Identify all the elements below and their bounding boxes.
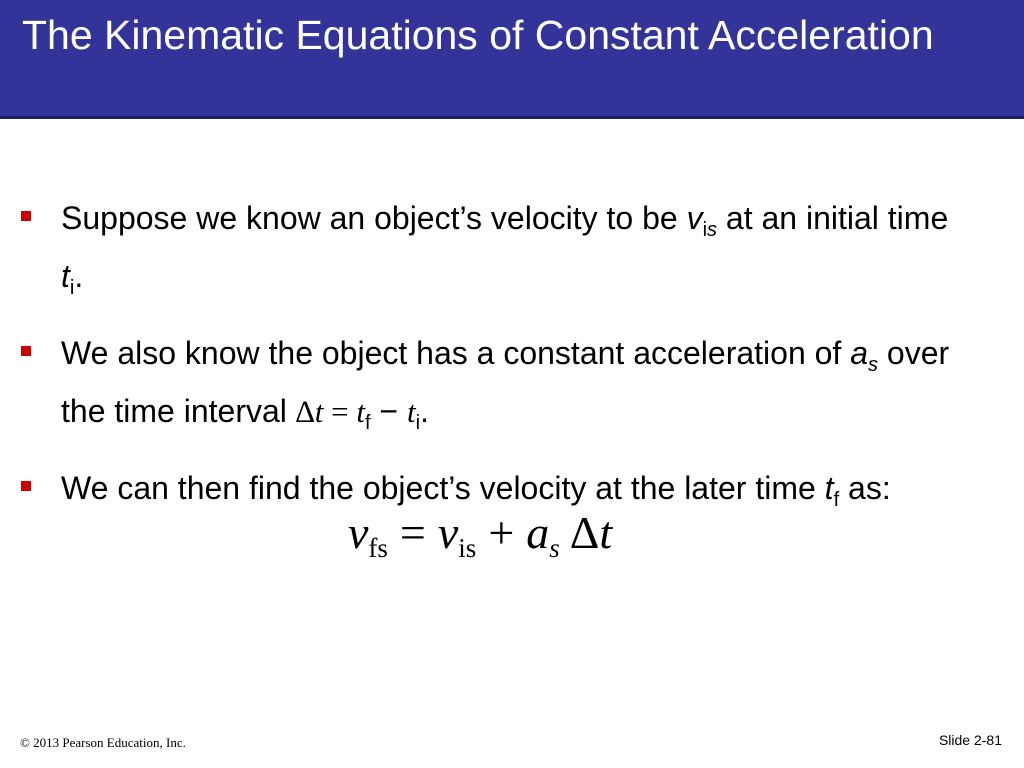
equation-delta: Δ: [569, 507, 600, 558]
title-bar: [0, 0, 1024, 116]
variable-a: a: [850, 335, 868, 371]
variable-t-subscript: i: [69, 277, 75, 299]
square-bullet-icon: [21, 211, 31, 221]
variable-delta-t: t: [314, 394, 324, 429]
bullet-item-constant-acceleration: We also know the object has a constant acceleration of $a_s$ over the time interval $\Delta t = t_f - t_i$.: [0, 330, 961, 446]
equation-equals: =: [399, 507, 426, 558]
variable-t-initial: t: [407, 394, 416, 429]
bullet-item-initial-velocity: Suppose we know an object’s velocity to be $v_{is}$ at an initial time $t_i$.: [0, 195, 961, 311]
slide-title: The Kinematic Equations of Constant Acceleration: [22, 12, 934, 58]
equation-plus: +: [488, 507, 515, 558]
bullet-text: We can then find the object’s velocity at the later time: [61, 470, 825, 506]
variable-v-subscript: is: [702, 219, 718, 241]
variable-t-initial-subscript: i: [415, 412, 421, 434]
bullet-text: Suppose we know an object’s velocity to be: [61, 200, 687, 236]
equals-sign: =: [323, 394, 357, 429]
slide-number: Slide 2-81: [938, 732, 1002, 748]
square-bullet-icon: [21, 481, 31, 491]
bullet-text: over the time interval: [61, 335, 950, 429]
equation-v-initial-subscript: is: [458, 533, 477, 563]
bullet-text: as:: [839, 470, 891, 506]
equation-v-final-subscript: fs: [368, 533, 388, 563]
minus-sign: −: [370, 393, 407, 429]
copyright-notice: © 2013 Pearson Education, Inc.: [20, 735, 186, 750]
bullet-text: at an initial time: [717, 200, 949, 236]
equation-acceleration: a: [526, 507, 550, 558]
square-bullet-icon: [21, 346, 31, 356]
equation-time: t: [599, 507, 613, 558]
equation-v-initial: v: [437, 507, 459, 558]
variable-t-final-subscript: f: [364, 412, 371, 434]
variable-t: t: [61, 258, 70, 294]
bullet-list: [0, 195, 1024, 542]
variable-t-final: t: [356, 394, 365, 429]
equation-acceleration-subscript: s: [549, 533, 560, 563]
variable-t: t: [824, 470, 834, 506]
equation-v-final: v: [348, 507, 369, 558]
variable-v: v: [686, 200, 703, 236]
title-divider: [0, 116, 1024, 119]
variable-a-subscript: s: [868, 354, 878, 376]
delta-symbol: ∆: [295, 394, 315, 429]
bullet-text: We also know the object has a constant acceleration of: [61, 335, 851, 371]
variable-t-subscript: f: [833, 489, 840, 511]
velocity-equation: [348, 503, 612, 578]
